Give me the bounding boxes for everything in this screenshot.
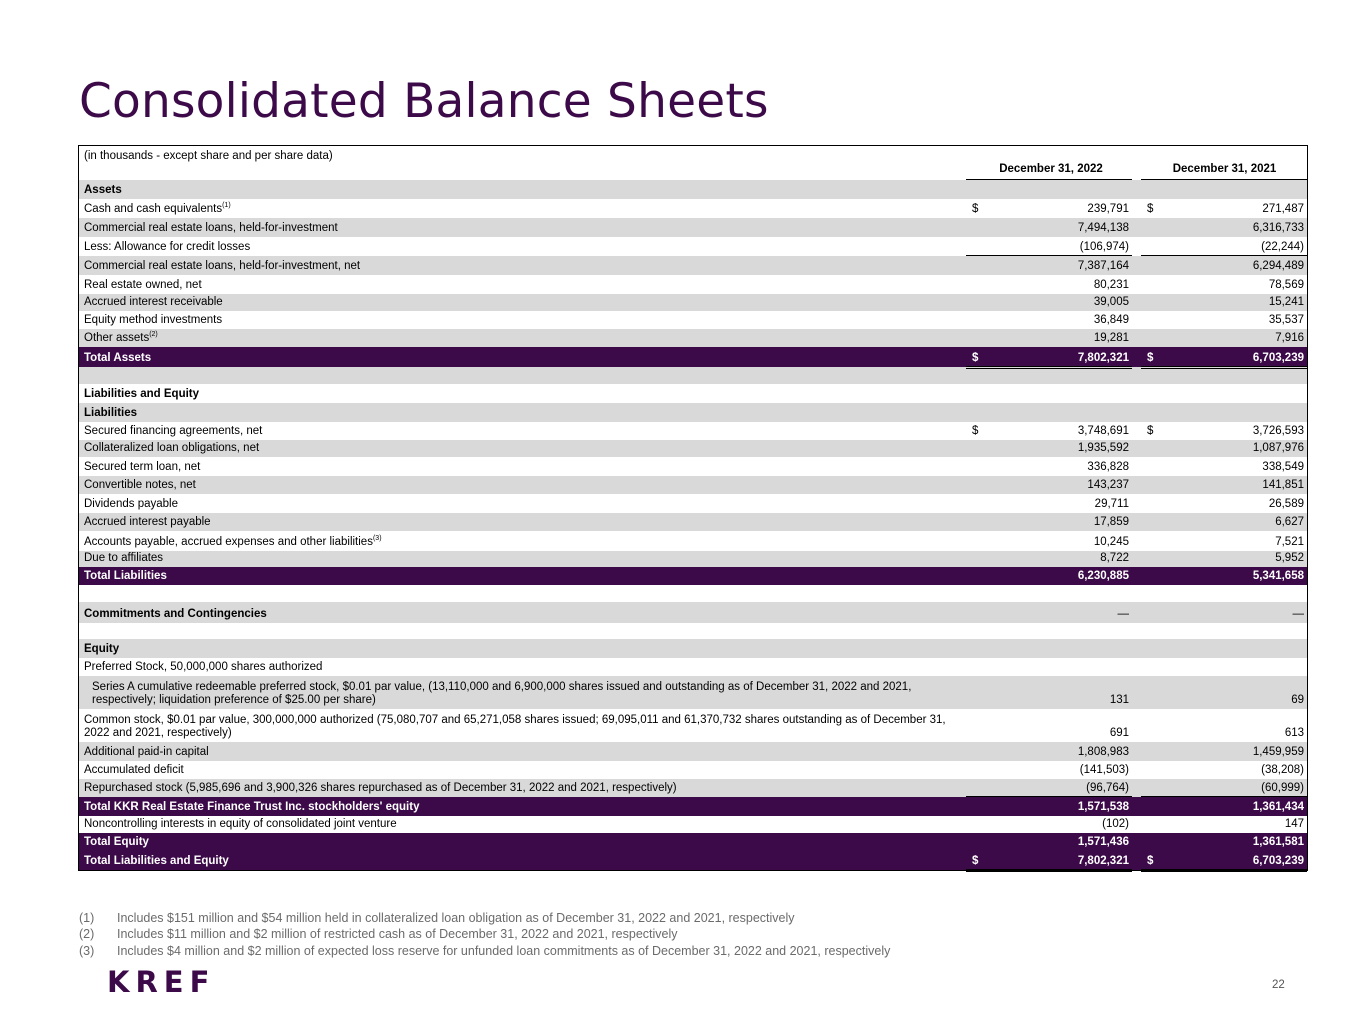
value-2021: (38,208)	[1261, 764, 1304, 776]
table-row-real-estate-owned-net	[79, 275, 1307, 294]
value-2021: 6,703,239	[1252, 352, 1304, 364]
table-row-commercial-real-estate-loans-held-for-in	[79, 218, 1307, 237]
value-2021: 26,589	[1268, 498, 1304, 510]
value-2021: 271,487	[1262, 203, 1304, 215]
table-row-spacer	[79, 585, 1307, 602]
value-2021: 3,726,593	[1252, 425, 1304, 437]
table-row-noncontrolling-interests-in-equity-of-co	[79, 816, 1307, 833]
value-2021: 1,087,976	[1252, 442, 1304, 454]
table-row-accrued-interest-receivable	[79, 294, 1307, 311]
row-label: Total Liabilities and Equity	[84, 855, 229, 867]
units-note: (in thousands - except share and per share data)	[84, 150, 333, 162]
row-label: Commercial real estate loans, held-for-investment, net	[84, 260, 361, 272]
kref-logo: KREF	[107, 965, 216, 999]
table-row-spacer	[79, 623, 1307, 639]
value-2021: 7,521	[1275, 536, 1304, 548]
footnote-marker: (2)	[149, 331, 158, 339]
value-2022: 1,935,592	[1077, 442, 1129, 454]
value-2022: 7,387,164	[1077, 260, 1129, 272]
value-2022: 1,571,538	[1077, 801, 1129, 813]
value-2021: 141,851	[1262, 479, 1304, 491]
row-label: Other assets$^{(2)}$	[84, 331, 158, 344]
row-label: Commitments and Contingencies	[84, 608, 267, 620]
value-2022: 6,230,885	[1077, 570, 1129, 582]
value-2022: (141,503)	[1079, 764, 1129, 776]
value-2022: 80,231	[1093, 279, 1129, 291]
row-label: Assets	[84, 184, 122, 196]
value-2022: 19,281	[1093, 332, 1129, 344]
value-2021: 78,569	[1268, 279, 1304, 291]
value-2022: 7,802,321	[1077, 855, 1129, 867]
row-label: Series A cumulative redeemable preferred stock, $0.01 par value, (13,110,000 and 6,900,000 shares issued and outstanding as of December 31, 2022 and 2021, respectively; liquidation preference of $25.00 per share)	[92, 681, 912, 706]
row-label: Total Assets	[84, 352, 152, 364]
table-row-convertible-notes-net	[79, 476, 1307, 494]
value-2022: 17,859	[1093, 516, 1129, 528]
value-2022: 3,748,691	[1077, 425, 1129, 437]
table-row-due-to-affiliates	[79, 551, 1307, 567]
row-label: Dividends payable	[84, 498, 178, 510]
table-row-total-kkr-real-estate-finance-trust-inc-	[79, 797, 1307, 816]
value-2022: 10,245	[1093, 536, 1129, 548]
row-label: Common stock, $0.01 par value, 300,000,000 authorized (75,080,707 and 65,271,058 shares issued; 69,095,011 and 61,370,732 shares outstanding as of December 31, 2022 and 2021, respectively)	[84, 714, 946, 739]
value-2022: 691	[1109, 727, 1129, 739]
table-row-total-assets	[79, 347, 1307, 367]
value-2021: 6,294,489	[1252, 260, 1304, 272]
table-row-secured-term-loan-net	[79, 457, 1307, 476]
value-2021: (22,244)	[1261, 241, 1304, 253]
row-label: Less: Allowance for credit losses	[84, 241, 251, 253]
value-2021: 5,952	[1275, 552, 1304, 564]
row-label: Accounts payable, accrued expenses and other liabilities$^{(3)}$	[84, 535, 382, 548]
table-row-less-allowance-for-credit-losses	[79, 237, 1307, 256]
value-2022: 1,571,436	[1077, 836, 1129, 848]
table-row-accumulated-deficit	[79, 761, 1307, 779]
row-label: Liabilities and Equity	[84, 388, 200, 400]
currency-symbol: $	[972, 352, 979, 364]
table-row-accounts-payable-accrued-expenses-and-ot	[79, 531, 1307, 551]
footnote-number: (2)	[79, 927, 95, 941]
row-label: Preferred Stock, 50,000,000 shares authorized	[84, 661, 323, 673]
row-label: Accrued interest receivable	[84, 296, 223, 308]
table-header-row	[79, 146, 1307, 180]
value-2022: —	[1117, 608, 1129, 620]
table-row-commitments-and-contingencies	[79, 602, 1307, 623]
value-2021: 1,361,581	[1252, 836, 1304, 848]
value-2022: 8,722	[1100, 552, 1129, 564]
column-rule	[1141, 869, 1307, 872]
table-row-equity-method-investments	[79, 311, 1307, 329]
value-2022: 7,802,321	[1077, 352, 1129, 364]
value-2021: 338,549	[1262, 461, 1304, 473]
row-label: Accrued interest payable	[84, 516, 211, 528]
row-label: Equity method investments	[84, 314, 223, 326]
footnote-text: Includes $4 million and $2 million of expected loss reserve for unfunded loan commitments as of December 31, 2022 and 2021, respectively	[117, 944, 891, 958]
footnote-text: Includes $151 million and $54 million held in collateralized loan obligation as of December 31, 2022 and 2021, respectively	[117, 911, 795, 925]
currency-symbol: $	[1147, 203, 1154, 215]
column-rule	[1141, 179, 1307, 180]
table-row-additional-paid-in-capital	[79, 742, 1307, 761]
row-label: Total Equity	[84, 836, 149, 848]
column-header-2021: December 31, 2021	[1172, 163, 1277, 175]
currency-symbol: $	[972, 203, 979, 215]
column-rule	[966, 796, 1132, 797]
column-rule	[1141, 366, 1307, 369]
value-2022: 131	[1109, 694, 1129, 706]
table-row-accrued-interest-payable	[79, 513, 1307, 531]
currency-symbol: $	[1147, 855, 1154, 867]
currency-symbol: $	[972, 425, 979, 437]
value-2021: 6,703,239	[1252, 855, 1304, 867]
value-2022: 7,494,138	[1077, 222, 1129, 234]
row-label: Cash and cash equivalents$^{(1)}$	[84, 202, 231, 215]
table-row-total-liabilities-and-equity	[79, 851, 1307, 870]
column-rule	[1141, 255, 1307, 256]
value-2022: (96,764)	[1086, 782, 1129, 794]
row-label: Convertible notes, net	[84, 479, 196, 491]
row-label: Total Liabilities	[84, 570, 167, 582]
footnote-marker: (1)	[222, 202, 231, 210]
row-label: Additional paid-in capital	[84, 746, 209, 758]
column-rule	[966, 179, 1132, 180]
value-2022: 29,711	[1094, 498, 1129, 510]
column-rule	[966, 869, 1132, 872]
table-row-liabilities	[79, 403, 1307, 422]
table-row-secured-financing-agreements-net	[79, 422, 1307, 440]
column-rule	[966, 255, 1132, 256]
table-row-collateralized-loan-obligations-net	[79, 440, 1307, 457]
value-2021: 613	[1284, 727, 1304, 739]
value-2022: 36,849	[1093, 314, 1129, 326]
balance-sheet-table	[78, 145, 1308, 871]
table-row-series-a-cumulative-redeemable-preferred	[79, 676, 1307, 709]
row-label: Secured term loan, net	[84, 461, 201, 473]
table-row-assets	[79, 180, 1307, 199]
row-label: Equity	[84, 643, 120, 655]
table-row-preferred-stock-50-000-000-shares-author	[79, 658, 1307, 676]
value-2021: 15,241	[1268, 296, 1304, 308]
table-row-common-stock-0-01-par-value-300-000-000-	[79, 709, 1307, 742]
row-label: Collateralized loan obligations, net	[84, 442, 260, 454]
value-2022: (106,974)	[1079, 241, 1129, 253]
row-label: Noncontrolling interests in equity of consolidated joint venture	[84, 818, 397, 830]
table-row-total-liabilities	[79, 567, 1307, 585]
table-row-liabilities-and-equity	[79, 384, 1307, 403]
row-label: Due to affiliates	[84, 552, 164, 564]
value-2021: 1,361,434	[1252, 801, 1304, 813]
table-row-spacer	[79, 367, 1307, 384]
value-2021: 147	[1284, 818, 1304, 830]
currency-symbol: $	[972, 855, 979, 867]
value-2021: 6,627	[1275, 516, 1304, 528]
value-2021: (60,999)	[1261, 782, 1304, 794]
row-label: Total KKR Real Estate Finance Trust Inc. stockholders' equity	[84, 801, 420, 813]
value-2021: 6,316,733	[1252, 222, 1304, 234]
table-row-dividends-payable	[79, 494, 1307, 513]
footnote-number: (1)	[79, 911, 95, 925]
row-label: Repurchased stock (5,985,696 and 3,900,326 shares repurchased as of December 31, 2022 and 2021, respectively)	[84, 782, 677, 794]
row-label: Accumulated deficit	[84, 764, 184, 776]
column-header-2022: December 31, 2022	[999, 163, 1103, 175]
value-2022: 39,005	[1093, 296, 1129, 308]
currency-symbol: $	[1147, 425, 1154, 437]
page-number: 22	[1272, 979, 1285, 991]
table-row-cash-and-cash-equivalents	[79, 199, 1307, 218]
page-title: Consolidated Balance Sheets	[79, 74, 769, 129]
table-row-total-equity	[79, 833, 1307, 851]
footnote-number: (3)	[79, 944, 95, 958]
column-rule	[1141, 796, 1307, 797]
footnote-text: Includes $11 million and $2 million of restricted cash as of December 31, 2022 and 2021, respectively	[117, 927, 678, 941]
value-2022: 143,237	[1087, 479, 1129, 491]
value-2021: —	[1292, 608, 1304, 620]
table-row-commercial-real-estate-loans-held-for-in	[79, 256, 1307, 275]
table-row-other-assets	[79, 329, 1307, 347]
value-2021: 5,341,658	[1252, 570, 1304, 582]
footnote-marker: (3)	[372, 535, 382, 543]
value-2022: (102)	[1102, 818, 1129, 830]
table-row-equity	[79, 639, 1307, 658]
value-2022: 336,828	[1087, 461, 1129, 473]
table-row-repurchased-stock-5-985-696-and-3-900-32	[79, 779, 1307, 797]
value-2021: 1,459,959	[1252, 746, 1304, 758]
row-label: Commercial real estate loans, held-for-investment	[84, 222, 338, 234]
row-label: Secured financing agreements, net	[84, 425, 263, 437]
column-rule	[966, 366, 1132, 369]
row-label: Liabilities	[84, 407, 138, 419]
value-2021: 7,916	[1275, 332, 1304, 344]
value-2021: 35,537	[1268, 314, 1304, 326]
value-2022: 239,791	[1087, 203, 1129, 215]
value-2021: 69	[1291, 694, 1304, 706]
value-2022: 1,808,983	[1077, 746, 1129, 758]
row-label: Real estate owned, net	[84, 279, 202, 291]
currency-symbol: $	[1147, 352, 1154, 364]
